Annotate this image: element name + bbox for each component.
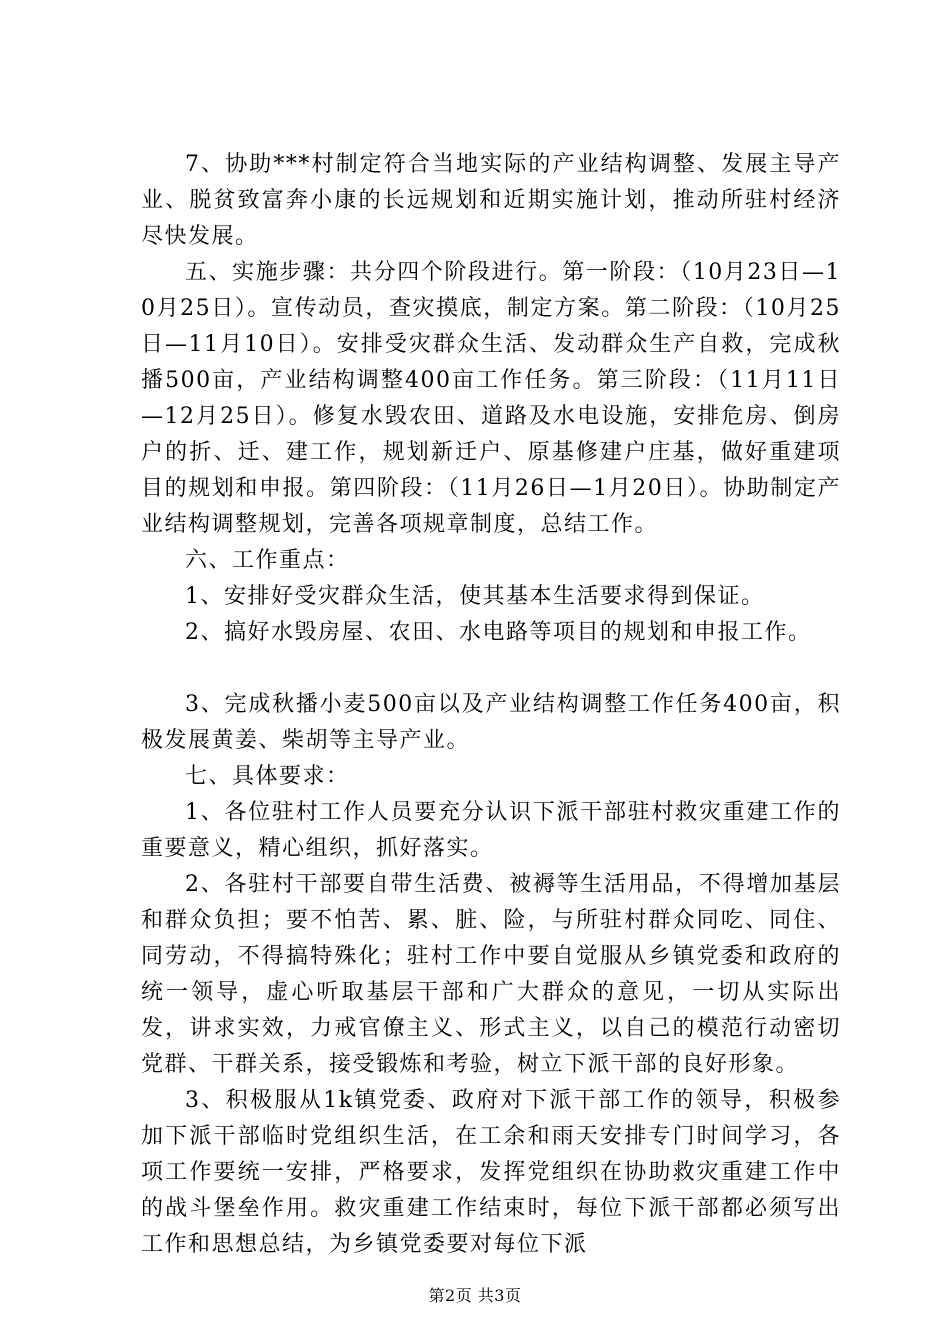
paragraph-gap [141,651,841,687]
document-body [141,147,841,1263]
page-footer: 第2页 共3页 [428,1286,522,1305]
heading-work-focus: 六、工作重点： [185,548,350,573]
paragraph-implementation-steps: 五、实施步骤：共分四个阶段进行。第一阶段：（10月23日—10月25日）。宣传动员，查灾摸底，制定方案。第二阶段：（10月25日—11月10日）。安排受灾群众生活、发动群众生产自救，完成秋播500亩，产业结构调整400亩工作任务。第三阶段：（11月11日—12月25日）。修复水毁农田、道路及水电设施，安排危房、倒房户的折、迁、建工作，规划新迁户、原基修建户庄基，做好重建项目的规划和申报。第四阶段：（11月26日—1月20日）。协助制定产业结构调整规划，完善各项规章制度，总结工作。 [141,260,841,537]
paragraph-item-7: 7、协助***村制定符合当地实际的产业结构调整、发展主导产业、脱贫致富奔小康的长远规划和近期实施计划，推动所驻村经济尽快发展。 [141,152,841,249]
paragraph-focus-1: 1、安排好受灾群众生活，使其基本生活要求得到保证。 [185,584,765,609]
paragraph-requirement-3: 3、积极服从1k镇党委、政府对下派干部工作的领导，积极参加下派干部临时党组织生活，在工余和雨天安排专门时间学习，各项工作要统一安排，严格要求，发挥党组织在协助救灾重建工作中的战斗堡垒作用。救灾重建工作结束时，每位下派干部都必须写出工作和思想总结，为乡镇党委要对每位下派 [141,1088,841,1257]
heading-specific-requirements: 七、具体要求： [185,764,350,789]
paragraph-requirement-1: 1、各位驻村工作人员要充分认识下派干部驻村救灾重建工作的重要意义，精心组织，抓好落实。 [141,800,841,861]
paragraph-focus-2: 2、搞好水毁房屋、农田、水电路等项目的规划和申报工作。 [185,620,812,645]
paragraph-requirement-2: 2、各驻村干部要自带生活费、被褥等生活用品，不得增加基层和群众负担；要不怕苦、累、脏、险，与所驻村群众同吃、同住、同劳动，不得搞特殊化；驻村工作中要自觉服从乡镇党委和政府的统一领导，虚心听取基层干部和广大群众的意见，一切从实际出发，讲求实效，力戒官僚主义、形式主义，以自己的模范行动密切党群、干群关系，接受锻炼和考验，树立下派干部的良好形象。 [141,872,841,1077]
paragraph-focus-3: 3、完成秋播小麦500亩以及产业结构调整工作任务400亩，积极发展黄姜、柴胡等主导产业。 [141,692,841,753]
